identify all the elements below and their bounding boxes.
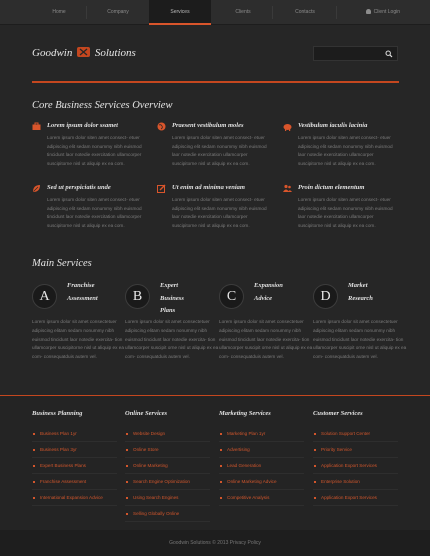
overview-item-text: Lorem ipsum dolor siten amet consect- etuer adipiscing elit sedam nonummy nibh euismod laor notedie exercitation ullamcorper suscipitorne nisl ut aliquip ex ea com. — [172, 197, 267, 229]
service-letter-badge: D — [313, 284, 338, 309]
nav-clients[interactable]: Clients — [235, 9, 251, 15]
nav-services[interactable]: Services — [149, 0, 211, 25]
service-letter-badge: B — [125, 284, 150, 309]
service-letter-badge: C — [219, 284, 244, 309]
overview-item-title: Lorem ipsum dolor ssamet — [47, 122, 118, 129]
footer-link[interactable]: Marketing Plan 1yr — [219, 426, 304, 442]
main-service-title[interactable]: Expansion Advice — [254, 282, 283, 302]
copyright-text: Goodwin Solutions © 2013 Privacy Policy — [169, 540, 261, 546]
footer-link[interactable]: Advertising — [219, 442, 304, 458]
footer-link[interactable]: International Expansion Advice — [32, 490, 117, 506]
main-service-text: Lorem ipsum dolor sit amet consectetuer adipiscing elitam sedam nonummy nibh euismod tincidunt laor notedie exercita- tion ullamcorper suscipit orne nisl ut aliquip ex ea com- consequatduis autem vel. — [125, 319, 219, 360]
nav-divider — [272, 6, 273, 19]
main-service-title[interactable]: Expert Business Plans — [160, 282, 184, 314]
main-service-title[interactable]: Franchise Assessment — [67, 282, 98, 302]
footer-column-heading: Online Services — [125, 410, 168, 417]
footer-link[interactable]: Lead Generation — [219, 458, 304, 474]
footer-link[interactable]: Selling Globally Online — [125, 506, 210, 522]
nav-company[interactable]: Company — [107, 9, 129, 15]
logo-text-left: Goodwin — [32, 47, 73, 59]
footer-column-heading: Business Planning — [32, 410, 83, 417]
overview-item-title: Praesent vestibulum moles — [172, 122, 244, 129]
overview-heading: Core Business Services Overview — [32, 100, 173, 111]
nav-home[interactable]: Home — [52, 9, 66, 15]
top-navigation — [0, 0, 430, 25]
main-service-text: Lorem ipsum dolor sit amet consectetuer adipiscing elitam sedam nonummy nibh euismod tincidunt laor notedie exercita- tion ullamcorper suscipit orne nisl ut aliquip ex ea com- consequatduis autem vel. — [313, 319, 407, 360]
main-service-text: Lorem ipsum dolor sit amet consectetuer adipiscing elitam sedam nonummy nibh euismod tincidunt laor notedie exercita- tion ullamcorper suscipit orne nisl ut aliquip ex ea com- consequatduis autem vel. — [219, 319, 313, 360]
overview-item-text: Lorem ipsum dolor siten amet consect- etuer adipiscing elit sedam nonummy nibh euismod tincidunt laor notedie exercitation ullamcorper suscipitorne nisl ut aliquip ex ea com. — [47, 197, 142, 229]
footer-link[interactable]: Online Marketing Advice — [219, 474, 304, 490]
logo-mark-icon — [77, 46, 90, 58]
logo[interactable] — [32, 46, 136, 59]
overview-item-title: Vestibulum iaculis lacinia — [298, 122, 368, 129]
search-box — [313, 46, 398, 61]
user-icon — [366, 9, 371, 14]
search-input[interactable] — [317, 49, 385, 59]
footer-link[interactable]: Online Marketing — [125, 458, 210, 474]
footer-column-online-services — [125, 410, 210, 522]
footer-link[interactable]: Expert Business Plans — [32, 458, 117, 474]
copyright-bar — [0, 530, 430, 556]
footer-link[interactable]: Application Export Services — [313, 490, 398, 506]
footer-link[interactable]: Priority Service — [313, 442, 398, 458]
users-icon — [283, 184, 292, 193]
footer-link[interactable]: Enterprise Solution — [313, 474, 398, 490]
footer-column-heading: Marketing Services — [219, 410, 271, 417]
header-divider — [32, 81, 399, 83]
footer-link[interactable]: Application Export Services — [313, 458, 398, 474]
leaf-icon — [32, 184, 41, 193]
overview-item-title: Proin dictum elementum — [298, 184, 365, 191]
footer-link[interactable]: Business Plan 3yr — [32, 442, 117, 458]
footer-link[interactable]: Website Design — [125, 426, 210, 442]
nav-contacts[interactable]: Contacts — [295, 9, 315, 15]
footer-column-heading: Customer Services — [313, 410, 363, 417]
logo-text-right: Solutions — [94, 47, 136, 59]
client-login-link[interactable] — [366, 0, 400, 25]
main-service-text: Lorem ipsum dolor sit amet consectetuer adipiscing elitam sedam nonummy nibh euismod tincidunt laor notedie exercita- tion ullamcorper suscipitorne nisl ut aliquip ex ea com- consequatduis autem vel. — [32, 319, 124, 360]
overview-item-text: Lorem ipsum dolor siten amet consect- etuer adipiscing elit sedam nonummy nibh euismod laor notedie exercitation ullamcorper suscipitorne nisl ut aliquip ex ea com. — [298, 197, 393, 229]
overview-item-title: Ut enim ad minima veniam — [172, 184, 245, 191]
footer-link[interactable]: Using Search Engines — [125, 490, 210, 506]
footer-column-marketing-services — [219, 410, 304, 506]
footer-link[interactable]: Solution Support Center — [313, 426, 398, 442]
search-icon[interactable] — [385, 50, 393, 58]
overview-item-title: Sed ut perspiciatis unde — [47, 184, 111, 191]
footer-column-customer-services — [313, 410, 398, 506]
footer-link[interactable]: Competitive Analysis — [219, 490, 304, 506]
service-letter-badge: A — [32, 284, 57, 309]
briefcase-icon — [32, 122, 41, 131]
edit-icon — [157, 184, 166, 193]
footer-link[interactable]: Business Plan 1yr — [32, 426, 117, 442]
footer-link[interactable]: Franchise Assessment — [32, 474, 117, 490]
client-login-label: Client Login — [373, 9, 400, 15]
footer-column-business-planning — [32, 410, 117, 506]
piggy-bank-icon — [283, 122, 292, 131]
overview-item-text: Lorem ipsum dolor siten amet consect- etuer adipiscing elit sedam nonummy nibh euismod laor notedie exercitation ullamcorper suscipitorne nisl ut aliquip ex ea com. — [172, 135, 267, 167]
overview-item-text: Lorem ipsum dolor siten amet consect- etuer adipiscing elit sedam nonummy nibh euismod laor notedie exercitation ullamcorper suscipitorne nisl ut aliquip ex ea com. — [298, 135, 393, 167]
footer-link[interactable]: Online Store — [125, 442, 210, 458]
footer-link[interactable]: Search Engine Optimization — [125, 474, 210, 490]
nav-divider — [86, 6, 87, 19]
nav-divider — [336, 6, 337, 19]
overview-item-text: Lorem ipsum dolor siten amet consect- etuer adipiscing elit sedam nonummy nibh euismod tincidunt laor notedie exercitation ullamcorper suscipitorne nisl ut aliquip ex ea com. — [47, 135, 142, 167]
globe-icon — [157, 122, 166, 131]
main-services-heading: Main Services — [32, 258, 92, 269]
main-service-title[interactable]: Market Research — [348, 282, 373, 302]
